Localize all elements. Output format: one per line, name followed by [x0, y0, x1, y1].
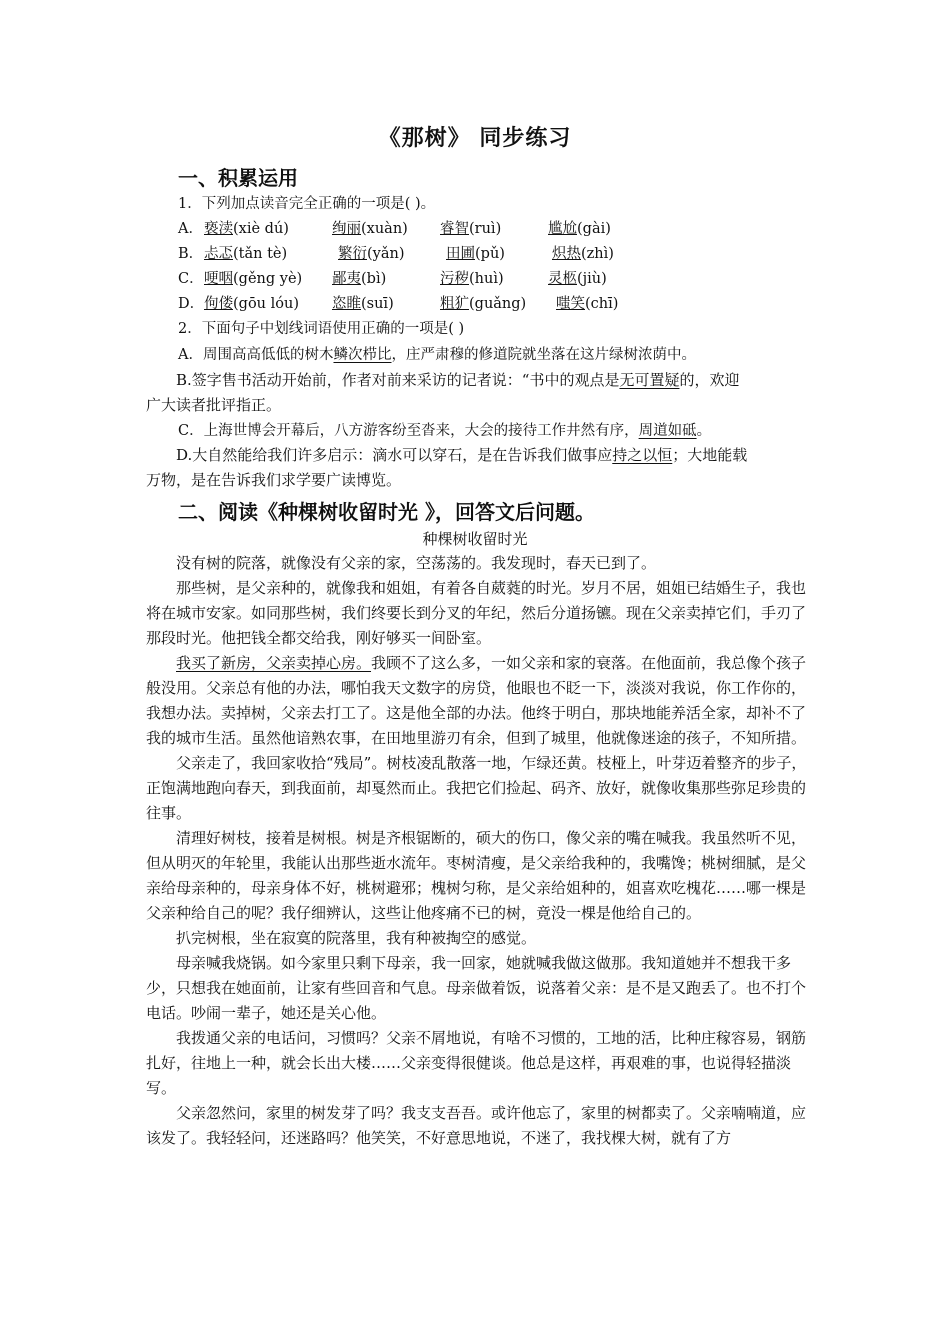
article-paragraph: [146, 651, 810, 751]
option-pinyin: (huì): [469, 271, 504, 287]
option-text: ；大地能载: [672, 446, 748, 464]
question-2-option-c: [178, 419, 808, 443]
article-paragraph: 母亲喊我烧锅。如今家里只剩下母亲，我一回家，她就喊我做这做那。我知道她并不想我干多少，只想我在她面前，让家有些回音和气息。母亲做着饭，说落着父亲：是不是又跑丢了。也不打个电话。吵闹一辈子，她还是关心他。: [146, 954, 807, 1022]
question-1-option-c: [178, 267, 808, 291]
article-paragraph: 清理好树枝，接着是树根。树是齐根锯断的，硕大的伤口，像父亲的嘴在喊我。我虽然听不见，但从明灭的年轮里，我能认出那些逝水流年。枣树清瘦，是父亲给我种的，我嘴馋；桃树细腻，是父亲给母亲种的，母亲身体不好，桃树避邪；槐树匀称，是父亲给姐种的，姐喜欢吃槐花……哪一棵是父亲种给自己的呢？我仔细辨认，这些让他疼痛不已的树，竟没一棵是他给自己的。: [146, 829, 807, 922]
option-label: D．: [178, 296, 205, 312]
option-pinyin: (zhì): [581, 246, 614, 262]
question-2-stem: 2．下面句子中划线词语使用正确的一项是( ): [178, 321, 465, 337]
question-1-stem: 1．下列加点读音完全正确的一项是( )。: [178, 196, 436, 212]
article-paragraph: 那些树，是父亲种的，就像我和姐姐，有着各自葳蕤的时光。岁月不居，姐姐已结婚生子，我也将在城市安家。如同那些树，我们终要长到分叉的年纪，然后分道扬镳。现在父亲卖掉它们，手刃了那段时光。他把钱全都交给我，刚好够买一间卧室。: [146, 579, 807, 647]
option-word: 田圃: [446, 246, 475, 262]
option-pinyin: (suī): [361, 296, 394, 312]
option-pinyin: (gěng yè): [233, 271, 303, 287]
option-text: 的，欢迎: [679, 371, 740, 389]
option-word: 哽咽: [204, 271, 233, 287]
question-2-option-a: [178, 343, 808, 367]
option-pinyin: (xuàn): [361, 221, 408, 237]
article-body: [146, 551, 810, 1151]
option-pinyin: (gōu lóu): [233, 296, 299, 312]
question-1-option-b: [178, 242, 808, 266]
option-pinyin: (bì): [361, 271, 387, 287]
article-paragraph: 父亲走了，我回家收拾“残局”。树枝凌乱散落一地，乍绿还黄。枝桠上，叶芽迈着整齐的步子，正饱满地跑向春天，到我面前，却戛然而止。我把它们捡起、码齐、放好，就像收集那些弥足珍贵的往事。: [146, 754, 807, 822]
option-label: B．: [178, 246, 204, 262]
option-label: A．: [178, 221, 203, 237]
option-word: 睿智: [440, 221, 469, 237]
option-pinyin: (ruì): [469, 221, 502, 237]
option-word: 粗犷: [440, 296, 469, 312]
article-paragraph: 我拨通父亲的电话问，习惯吗？父亲不屑地说，有啥不习惯的，工地的活，比种庄稼容易，钢筋扎好，往地上一种，就会长出大楼……父亲变得很健谈。他总是这样，再艰难的事，也说得轻描淡写。: [146, 1029, 807, 1097]
underlined-phrase: 无可置疑: [619, 371, 680, 389]
section-heading-1: 一、积累运用: [178, 166, 298, 190]
option-text: C．上海世博会开幕后，八方游客纷至沓来，大会的接待工作井然有序，: [178, 423, 639, 439]
option-pinyin: (xiè dú): [233, 221, 289, 237]
page-title: 《那树》 同步练习: [378, 126, 572, 151]
option-word: 嗤笑: [556, 296, 585, 312]
question-1-option-a: [178, 217, 808, 241]
option-word: 灵柩: [548, 271, 577, 287]
underlined-phrase: 周道如砥: [638, 423, 697, 439]
option-word: 污秽: [440, 271, 469, 287]
section-heading-2: 二、阅读《种棵树收留时光 》，回答文后问题。: [178, 500, 595, 524]
option-word: 绚丽: [332, 221, 361, 237]
underlined-phrase: 鳞次栉比: [333, 347, 392, 363]
underlined-sentence: 我买了新房，父亲卖掉心房。: [176, 654, 372, 672]
article-title: 种棵树收留时光: [422, 530, 528, 548]
option-pinyin: (yǎn): [367, 246, 405, 262]
option-word: 佝偻: [204, 296, 233, 312]
option-word: 亵渎: [204, 221, 233, 237]
option-word: 恣睢: [332, 296, 361, 312]
option-pinyin: (tǎn tè): [233, 246, 288, 262]
option-text: 。: [696, 423, 712, 439]
option-text: A．周围高高低低的树木: [178, 347, 334, 363]
question-1-option-d: [178, 292, 808, 316]
option-text: 万物，是在告诉我们求学要广读博览。: [146, 471, 402, 489]
option-label: C．: [178, 271, 204, 287]
option-text: D.大自然能给我们许多启示：滴水可以穿石，是在告诉我们做事应: [176, 446, 613, 464]
option-word: 炽热: [552, 246, 581, 262]
option-word: 繁衍: [338, 246, 367, 262]
option-word: 鄙夷: [332, 271, 361, 287]
article-paragraph: 扒完树根，坐在寂寞的院落里，我有种被掏空的感觉。: [176, 929, 537, 947]
option-word: 尴尬: [548, 221, 577, 237]
option-text: ，庄严肃穆的修道院就坐落在这片绿树浓荫中。: [391, 347, 696, 363]
option-pinyin: (pǔ): [475, 246, 505, 262]
article-paragraph: 没有树的院落，就像没有父亲的家，空荡荡的。我发现时，春天已到了。: [176, 554, 657, 572]
option-pinyin: (guǎng): [469, 296, 527, 312]
option-text: B.签字售书活动开始前，作者对前来采访的记者说：“书中的观点是: [176, 371, 620, 389]
paragraph-text: 我顾不了这么多，一如父亲和家的衰落。在他面前，我总像个孩子般没用。父亲总有他的办法，哪怕我天文数字的房贷，他眼也不眨一下，淡淡对我说，你工作你的，我想办法。卖掉树，父亲去打工了。这是他全部的办法。他终于明白，那块地能养活全家，却补不了我的城市生活。虽然他谙熟农事，在田地里游刃有余，但到了城里，他就像迷途的孩子，不知所措。: [146, 654, 807, 747]
option-pinyin: (chī): [585, 296, 619, 312]
option-text: 广大读者批评指正。: [146, 396, 282, 414]
option-word: 忐忑: [204, 246, 233, 262]
question-2-option-d: [146, 443, 810, 493]
option-pinyin: (jiù): [577, 271, 607, 287]
underlined-phrase: 持之以恒: [612, 446, 673, 464]
option-pinyin: (gài): [577, 221, 611, 237]
question-2-option-b: [146, 368, 810, 418]
article-paragraph: 父亲忽然问，家里的树发芽了吗？我支支吾吾。或许他忘了，家里的树都卖了。父亲喃喃道，应该发了。我轻轻问，还迷路吗？他笑笑，不好意思地说，不迷了，我找棵大树，就有了方: [146, 1104, 807, 1147]
